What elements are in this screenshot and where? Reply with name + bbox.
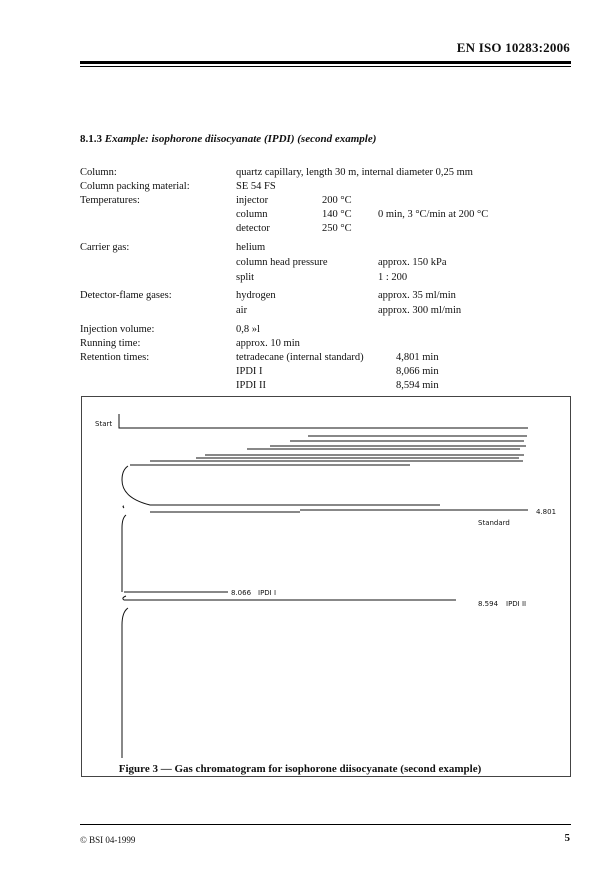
hydrogen-value: approx. 35 ml/min: [378, 290, 456, 301]
injector-value: 200 °C: [322, 195, 352, 206]
footer-copyright: © BSI 04-1999: [80, 835, 136, 845]
temperatures-label: Temperatures:: [80, 195, 140, 206]
retention-value: 4,801 min: [396, 352, 439, 363]
retention-name: IPDI II: [236, 380, 267, 391]
injection-label: Injection volume:: [80, 324, 155, 335]
start-label: Start: [95, 420, 113, 428]
figure-caption: Figure 3 — Gas chromatogram for isophorone diisocyanate (second example): [118, 763, 482, 775]
standard-label: Standard: [478, 519, 510, 527]
standard-time: 4.801: [536, 508, 557, 516]
split-name: split: [236, 272, 255, 283]
packing-value: SE 54 FS: [236, 181, 276, 192]
flame-label: Detector-flame gases:: [80, 290, 172, 301]
column-temp-name: column: [236, 209, 268, 220]
retention-value: 8,594 min: [396, 380, 439, 391]
page-number: 5: [564, 832, 570, 844]
packing-label: Column packing material:: [80, 181, 190, 192]
injector-name: injector: [236, 195, 269, 206]
carrier-gas: helium: [236, 242, 266, 253]
section-number: 8.1.3: [80, 133, 102, 145]
detector-name: detector: [236, 223, 270, 234]
column-value: quartz capillary, length 30 m, internal diameter 0,25 mm: [236, 167, 473, 178]
standard-header: EN ISO 10283:2006: [456, 40, 570, 55]
air-name: air: [236, 305, 248, 316]
column-label: Column:: [80, 167, 117, 178]
solvent-tail: [122, 466, 440, 505]
column-temp-program: 0 min, 3 °C/min at 200 °C: [378, 209, 489, 220]
trace: [123, 506, 124, 508]
retention-name: IPDI I: [236, 366, 263, 377]
section-title: Example: isophorone diisocyanate (IPDI) (second example): [104, 133, 377, 145]
pressure-name: column head pressure: [236, 257, 328, 268]
ipdi1-time: 8.066: [231, 589, 252, 597]
retention-value: 8,066 min: [396, 366, 439, 377]
injection-value: 0,8 »l: [236, 324, 260, 335]
retention-label: Retention times:: [80, 352, 150, 363]
carrier-label: Carrier gas:: [80, 242, 130, 253]
ipdi2-label: IPDI II: [506, 600, 527, 608]
running-value: approx. 10 min: [236, 338, 300, 349]
ipdi2-time: 8.594: [478, 600, 499, 608]
retention-name: tetradecane (internal standard): [236, 352, 364, 363]
ipdi2-peak-line: [123, 596, 456, 600]
hydrogen-name: hydrogen: [236, 290, 276, 301]
air-value: approx. 300 ml/min: [378, 305, 462, 316]
column-temp-value: 140 °C: [322, 209, 352, 220]
detector-value: 250 °C: [322, 223, 352, 234]
running-label: Running time:: [80, 338, 141, 349]
split-value: 1 : 200: [378, 272, 408, 283]
start-baseline: [119, 414, 528, 428]
footer-rule: [80, 824, 571, 825]
baseline-trace: [122, 515, 126, 592]
pressure-value: approx. 150 kPa: [378, 257, 447, 268]
ipdi1-label: IPDI I: [258, 589, 277, 597]
post-baseline: [122, 608, 128, 758]
